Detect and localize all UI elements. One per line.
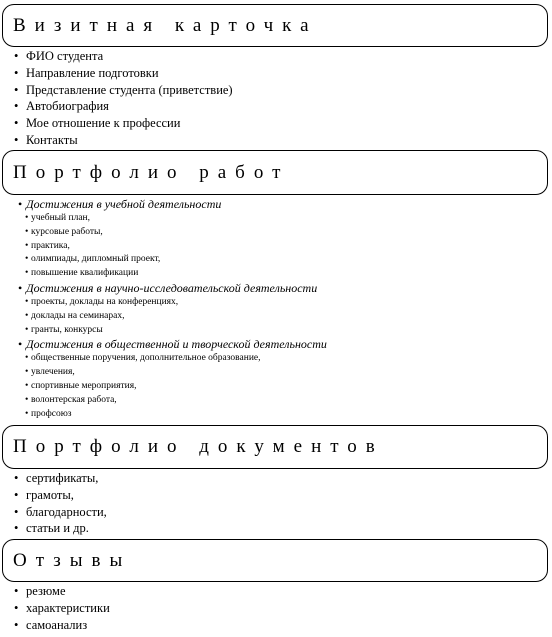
works-portfolio-list [22,197,327,421]
list-item: • учебный план, [22,212,327,226]
list-item: • резюме [20,583,110,600]
list-item: • характеристики [20,600,110,617]
list-item: • проекты, доклады на конференциях, [22,296,327,310]
section-header-works-portfolio [2,150,548,195]
section-title: Визитная карточка [13,14,318,36]
list-item: • общественные поручения, дополнительное образование, [22,352,327,366]
group-title: • Достижения в научно-исследовательской деятельности [22,281,327,296]
section-header-documents-portfolio [2,425,548,469]
list-item: • курсовые работы, [22,226,327,240]
list-item: • спортивные мероприятия, [22,380,327,394]
list-item: • гранты, конкурсы [22,324,327,338]
section-header-business-card [2,4,548,47]
list-item: • Мое отношение к профессии [20,115,233,132]
list-item: • Автобиография [20,98,233,115]
section-header-reviews [2,539,548,582]
reviews-list [20,583,110,633]
list-item: • ФИО студента [20,48,233,65]
list-item: • олимпиады, дипломный проект, [22,253,327,267]
list-item: • практика, [22,240,327,254]
list-item: • грамоты, [20,487,107,504]
group-title: • Достижения в учебной деятельности [22,197,327,212]
list-item: • благодарности, [20,504,107,521]
list-item: • Контакты [20,132,233,149]
list-item: • самоанализ [20,617,110,634]
list-item: • Представление студента (приветствие) [20,82,233,99]
list-item: • статьи и др. [20,520,107,537]
documents-portfolio-list [20,470,107,537]
business-card-list [20,48,233,149]
list-item: • Направление подготовки [20,65,233,82]
list-item: • повышение квалификации [22,267,327,281]
list-item: • сертификаты, [20,470,107,487]
section-title: Портфолио документов [13,436,384,457]
list-item: • увлечения, [22,366,327,380]
list-item: • профсоюз [22,408,327,422]
group-title: • Достижения в общественной и творческой деятельности [22,337,327,352]
list-item: • доклады на семинарах, [22,310,327,324]
section-title: Отзывы [13,549,132,571]
list-item: • волонтерская работа, [22,394,327,408]
section-title: Портфолио работ [13,161,290,183]
